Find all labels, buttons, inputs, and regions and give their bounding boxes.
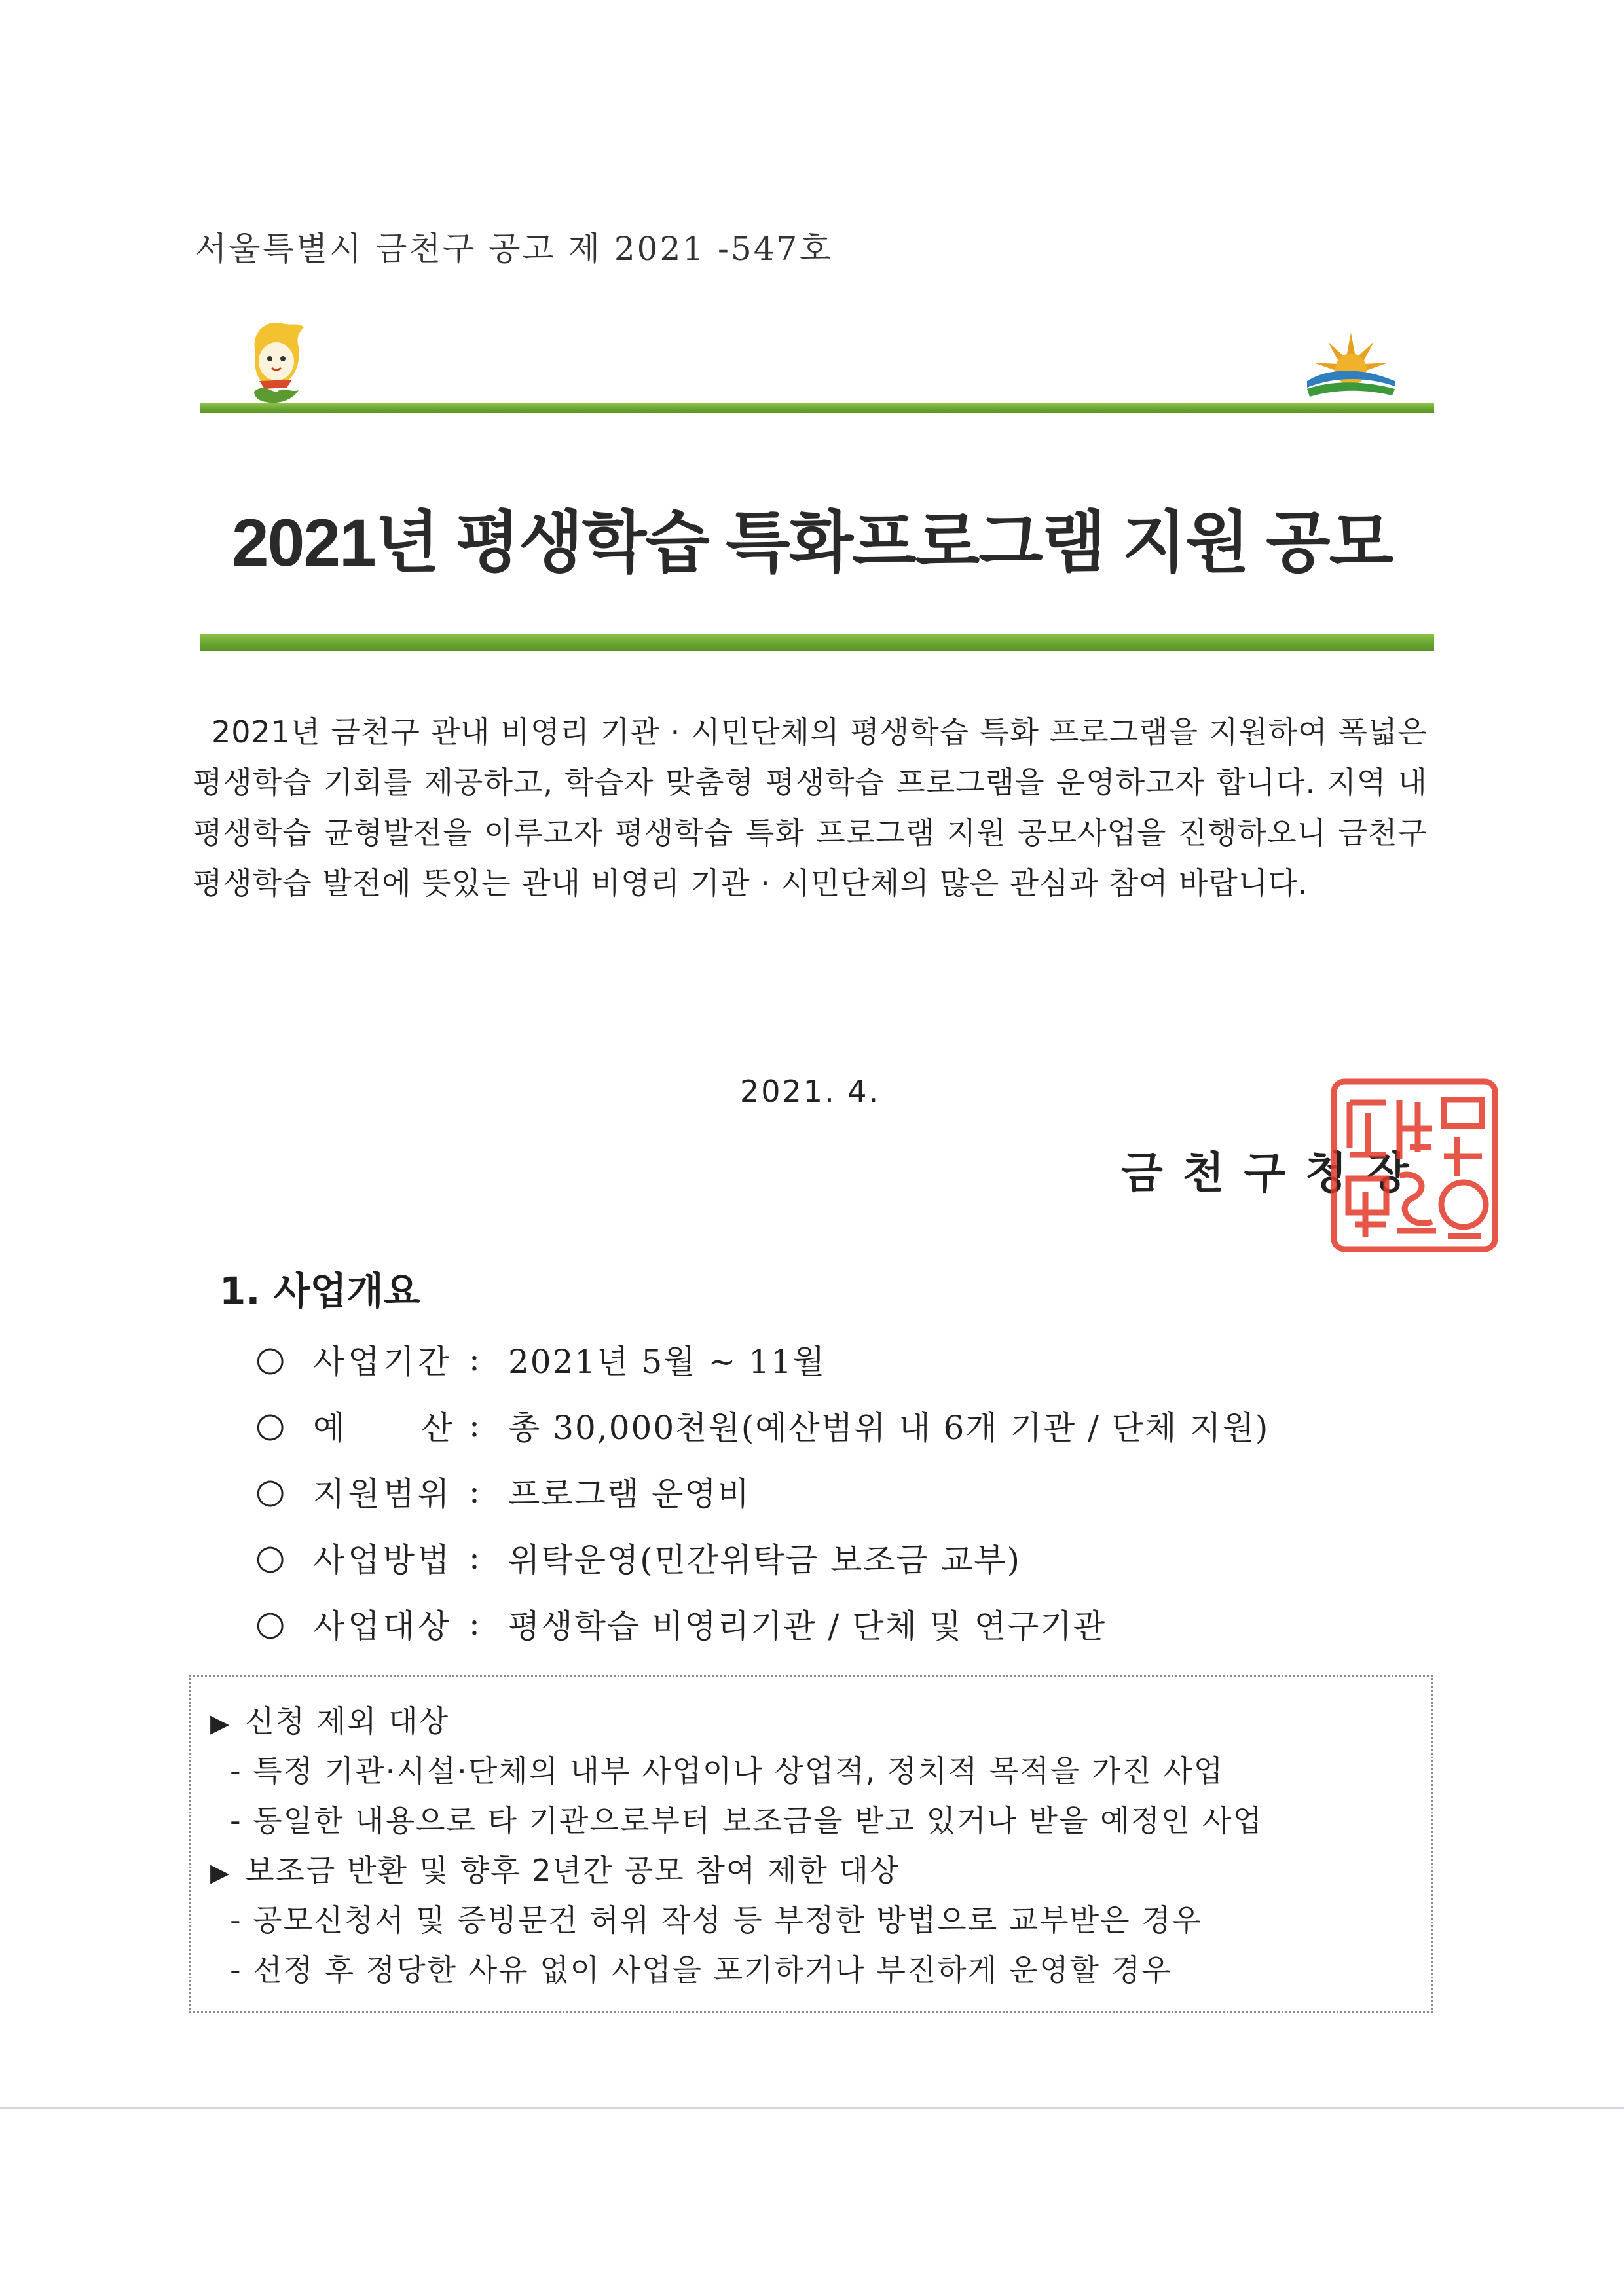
return-heading (210, 1847, 900, 1890)
overview-label: 사업기간 (313, 1342, 453, 1381)
overview-list (255, 1326, 1434, 1656)
overview-label: 지원범위 (313, 1474, 453, 1513)
issuer-signature: 금천구청장 (1121, 1148, 1428, 1198)
colon: : (469, 1538, 480, 1576)
overview-label: 사업방법 (313, 1540, 453, 1579)
circle-bullet-icon: ○ (255, 1405, 286, 1445)
overview-item (255, 1326, 1434, 1392)
colon: : (469, 1472, 480, 1510)
overview-label-part: 예 (313, 1408, 348, 1447)
overview-label: 사업대상 (313, 1607, 453, 1645)
return-item: - 공모신청서 및 증빙문건 허위 작성 등 부정한 방법으로 교부받은 경우 (230, 1903, 1203, 1938)
triangle-bullet-icon: ▶ (210, 1858, 231, 1887)
circle-bullet-icon: ○ (255, 1339, 286, 1379)
colon: : (469, 1406, 480, 1444)
mascot-logo (236, 318, 314, 407)
overview-label-part: 산 (420, 1408, 456, 1447)
return-title: 보조금 반환 및 향후 2년간 공모 참여 제한 대상 (245, 1853, 900, 1888)
intro-paragraph: 2021년 금천구 관내 비영리 기관 · 시민단체의 평생학습 특화 프로그램을 지원하여 폭넓은 평생학습 기회를 제공하고, 학습자 맞춤형 평생학습 프로그램을 운영하고자 합니다. 지역 내 평생학습 균형발전을 이루고자 평생학습 특화 프로그램 지원 공모사업을 진행하오니 금천구 평생학습 발전에 뜻있는 관내 비영리 기관 · 시민단체의 많은 관심과 참여 바랍니다. (193, 714, 1428, 901)
circle-bullet-icon: ○ (255, 1603, 286, 1643)
circle-bullet-icon: ○ (255, 1471, 286, 1511)
notice-number: 서울특별시 금천구 공고 제 2021 -547호 (195, 230, 833, 268)
overview-item (255, 1590, 1434, 1656)
document-title: 2021년 평생학습 특화프로그램 지원 공모 (231, 505, 1393, 580)
section-heading: 1. 사업개요 (219, 1269, 420, 1313)
overview-value: 2021년 5월 ~ 11월 (508, 1342, 826, 1381)
header-divider-bottom (200, 634, 1434, 651)
exclusions-title: 신청 제외 대상 (245, 1704, 450, 1739)
colon: : (469, 1339, 480, 1378)
circle-bullet-icon: ○ (255, 1537, 286, 1577)
overview-label (313, 1402, 469, 1449)
overview-value: 평생학습 비영리기관 / 단체 및 연구기관 (508, 1607, 1107, 1645)
overview-value: 총 30,000천원(예산범위 내 6개 기관 / 단체 지원) (508, 1408, 1270, 1447)
page-bottom-line (0, 2107, 1624, 2109)
official-seal (1326, 1074, 1503, 1257)
gumcheon-district-logo (1302, 326, 1400, 401)
triangle-bullet-icon: ▶ (210, 1709, 231, 1738)
overview-item (255, 1524, 1434, 1590)
overview-item (255, 1392, 1434, 1458)
restrictions-box (189, 1675, 1433, 2013)
exclusion-item: - 특정 기관·시설·단체의 내부 사업이나 상업적, 정치적 목적을 가진 사업 (230, 1753, 1225, 1789)
overview-item (255, 1458, 1434, 1524)
return-item: - 선정 후 정당한 사유 없이 사업을 포기하거나 부진하게 운영할 경우 (230, 1952, 1172, 1988)
issue-date: 2021. 4. (740, 1074, 881, 1109)
overview-value: 프로그램 운영비 (508, 1474, 750, 1513)
colon: : (469, 1604, 480, 1643)
exclusions-heading (210, 1698, 449, 1741)
overview-value: 위탁운영(민간위탁금 보조금 교부) (508, 1540, 1022, 1579)
header-divider-top (200, 403, 1434, 413)
exclusion-item: - 동일한 내용으로 타 기관으로부터 보조금을 받고 있거나 받을 예정인 사업 (230, 1803, 1263, 1838)
